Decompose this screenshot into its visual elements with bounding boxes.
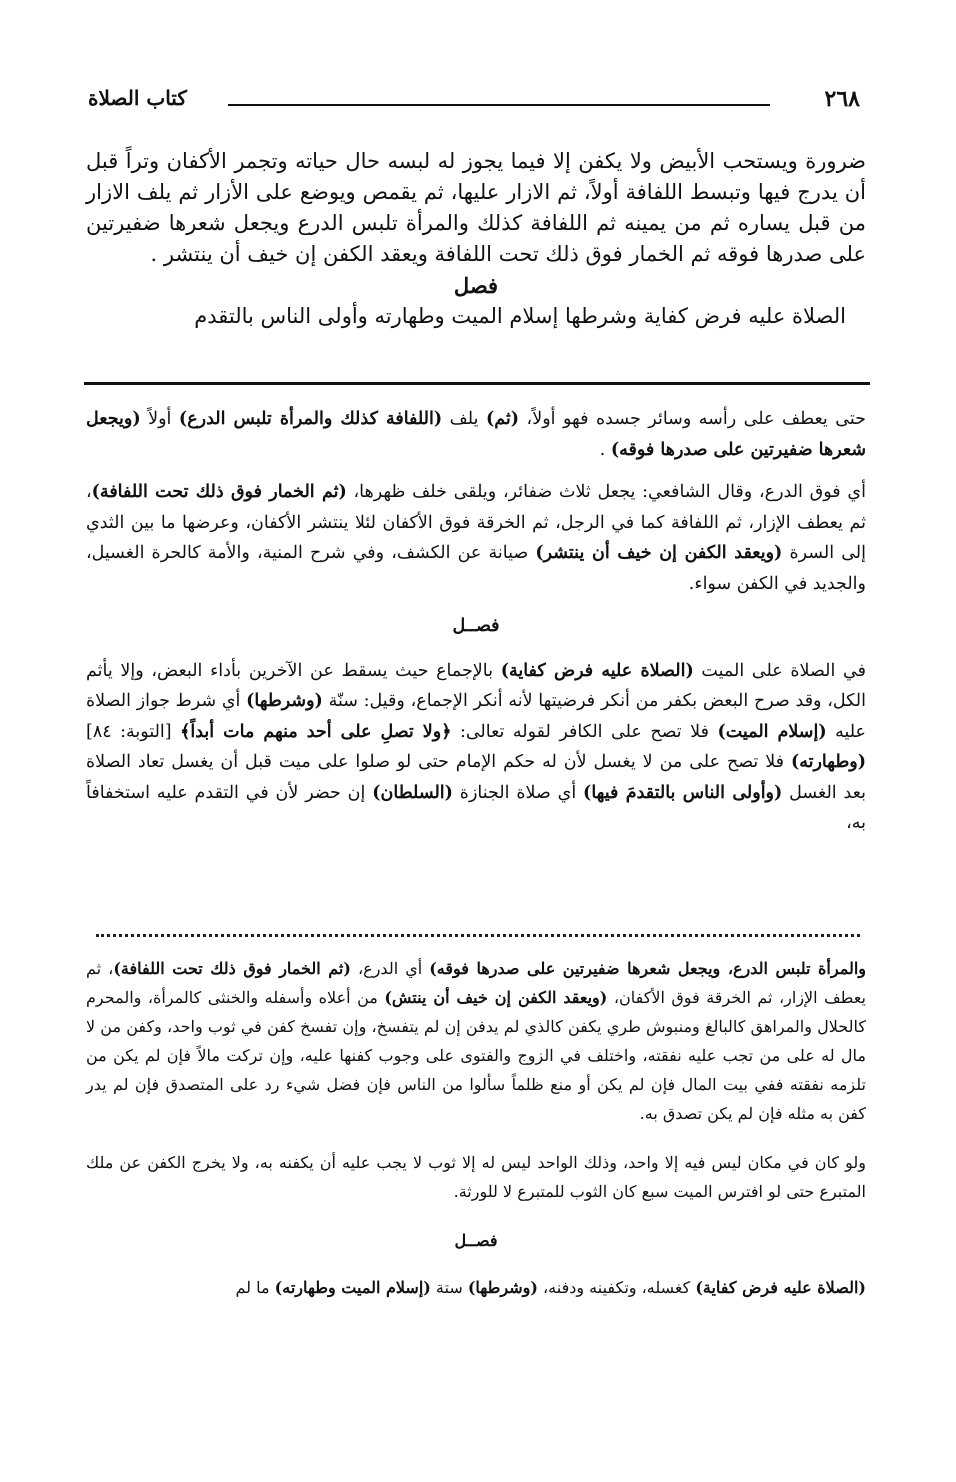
book-title: كتاب الصلاة: [88, 86, 187, 110]
sharh-section: [86, 404, 866, 851]
hashiya-paragraph-1: والمرأة تلبس الدرع، ويجعل شعرها ضفيرتين على صدرها فوقه) أي الدرع، (ثم الخمار فوق ذلك تحت اللفافة)، ثم يعطف الإزار، ثم الخرقة فوق الأكفان، (ويعقد الكفن إن خيف أن ينتش) من أعلاه وأسفله والخنثى كالمرأة، والمحرم كالحلال والمراهق كالبالغ ومنبوش طري يكفن كالذي لم يدفن إن لم يتفسخ، وإن تفسخ كفن في ثوب واحد، وكفن من لا مال له على من تجب عليه نفقته، واختلف في الزوج والفتوى على وجوب كفنها عليه، وإن تركت مالاً فإن لم يكن من تلزمه نفقته ففي بيت المال فإن لم يكن أو منع ظلماً سألوا من الناس فإن فضل شيء رد على المتصدق فإن لم يدر كفن به مثله فإن لم يكن تصدق به.: [86, 959, 866, 1123]
sharh-paragraph-2: أي فوق الدرع، وقال الشافعي: يجعل ثلاث ضفائر، ويلقى خلف ظهرها، (ثم الخمار فوق ذلك تحت اللفافة)، ثم يعطف الإزار، ثم اللفافة كما في الرجل، ثم الخرقة فوق الأكفان لئلا ينتشر الأكفان، وعرضها ما بين الثدي إلى السرة (ويعقد الكفن إن خيف أن ينتشر) صيانة عن الكشف، وفي شرح المنية، والأمة كالحرة الغسيل، والجديد في الكفن سواء.: [86, 482, 866, 594]
matn-paragraph: ضرورة ويستحب الأبيض ولا يكفن إلا فيما يجوز له لبسه حال حياته وتجمر الأكفان وتراً قبل أن يدرج فيها وتبسط اللفافة أولاً، ثم الازار عليها، ثم يقمص ويوضع على الأزار ثم يلف الازار من قبل يساره ثم من يمينه ثم اللفافة كذلك والمرأة تلبس الدرع ويجعل شعرها ضفيرتين على صدرها فوقه ثم الخمار فوق ذلك تحت اللفافة ويعقد الكفن إن خيف أن ينتشر .: [86, 149, 866, 266]
hashiya-fasl-heading: فصــل: [454, 1231, 498, 1250]
sharh-fasl-heading: فصــل: [452, 616, 500, 636]
sharh-paragraph-3: في الصلاة على الميت (الصلاة عليه فرض كفاية) بالإجماع حيث يسقط عن الآخرين بأداء البعض، وإلا يأثم الكل، وقد صرح البعض بكفر من أنكر فرضيتها لأنه أنكر الإجماع، وقيل: سنّة (وشرطها) أي شرط جواز الصلاة عليه (إسلام الميت) فلا تصح على الكافر لقوله تعالى: ﴿ولا تصلِ على أحد منهم مات أبداً﴾ [التوبة: ٨٤] (وطهارته) فلا تصح على من لا يغسل لأن له حكم الإمام حتى لو صلوا على ميت قبل أن يغسل تعاد الصلاة بعد الغسل (وأولى الناس بالتقدمَ فيها) أي صلاة الجنازة (السلطان) إن حضر لأن في التقدم عليه استخفافاً به،: [86, 660, 867, 833]
dotted-divider: [96, 934, 860, 937]
matn-fasl-heading: فصل: [453, 273, 499, 298]
page-header: [88, 84, 860, 118]
page-number: ٢٦٨: [824, 86, 860, 112]
hashiya-paragraph-2: ولو كان في مكان ليس فيه إلا واحد، وذلك الواحد ليس له إلا ثوب لا يجب عليه أن يكفنه به، ولا يخرج الكفن عن ملك المتبرع حتى لو افترس الميت سبع كان الثوب للمتبرع لا للورثة.: [86, 1153, 866, 1201]
header-rule: [228, 104, 770, 106]
hashiya-section: [86, 954, 866, 1302]
matn-section: [86, 146, 866, 332]
sharh-paragraph-1: حتى يعطف على رأسه وسائر جسده فهو أولاً، (ثم) يلف (اللفافة كذلك والمرأة تلبس الدرع) أولاً (ويجعل شعرها ضفيرتين على صدرها فوقه) .: [86, 409, 866, 460]
matn-last-line: الصلاة عليه فرض كفاية وشرطها إسلام الميت وطهارته وأولى الناس بالتقدم: [194, 304, 846, 328]
hashiya-paragraph-3: (الصلاة عليه فرض كفاية) كغسله، وتكفينه ودفنه، (وشرطها) ستة (إسلام الميت وطهارته) ما لم: [235, 1278, 866, 1297]
matn-divider: [84, 382, 870, 385]
